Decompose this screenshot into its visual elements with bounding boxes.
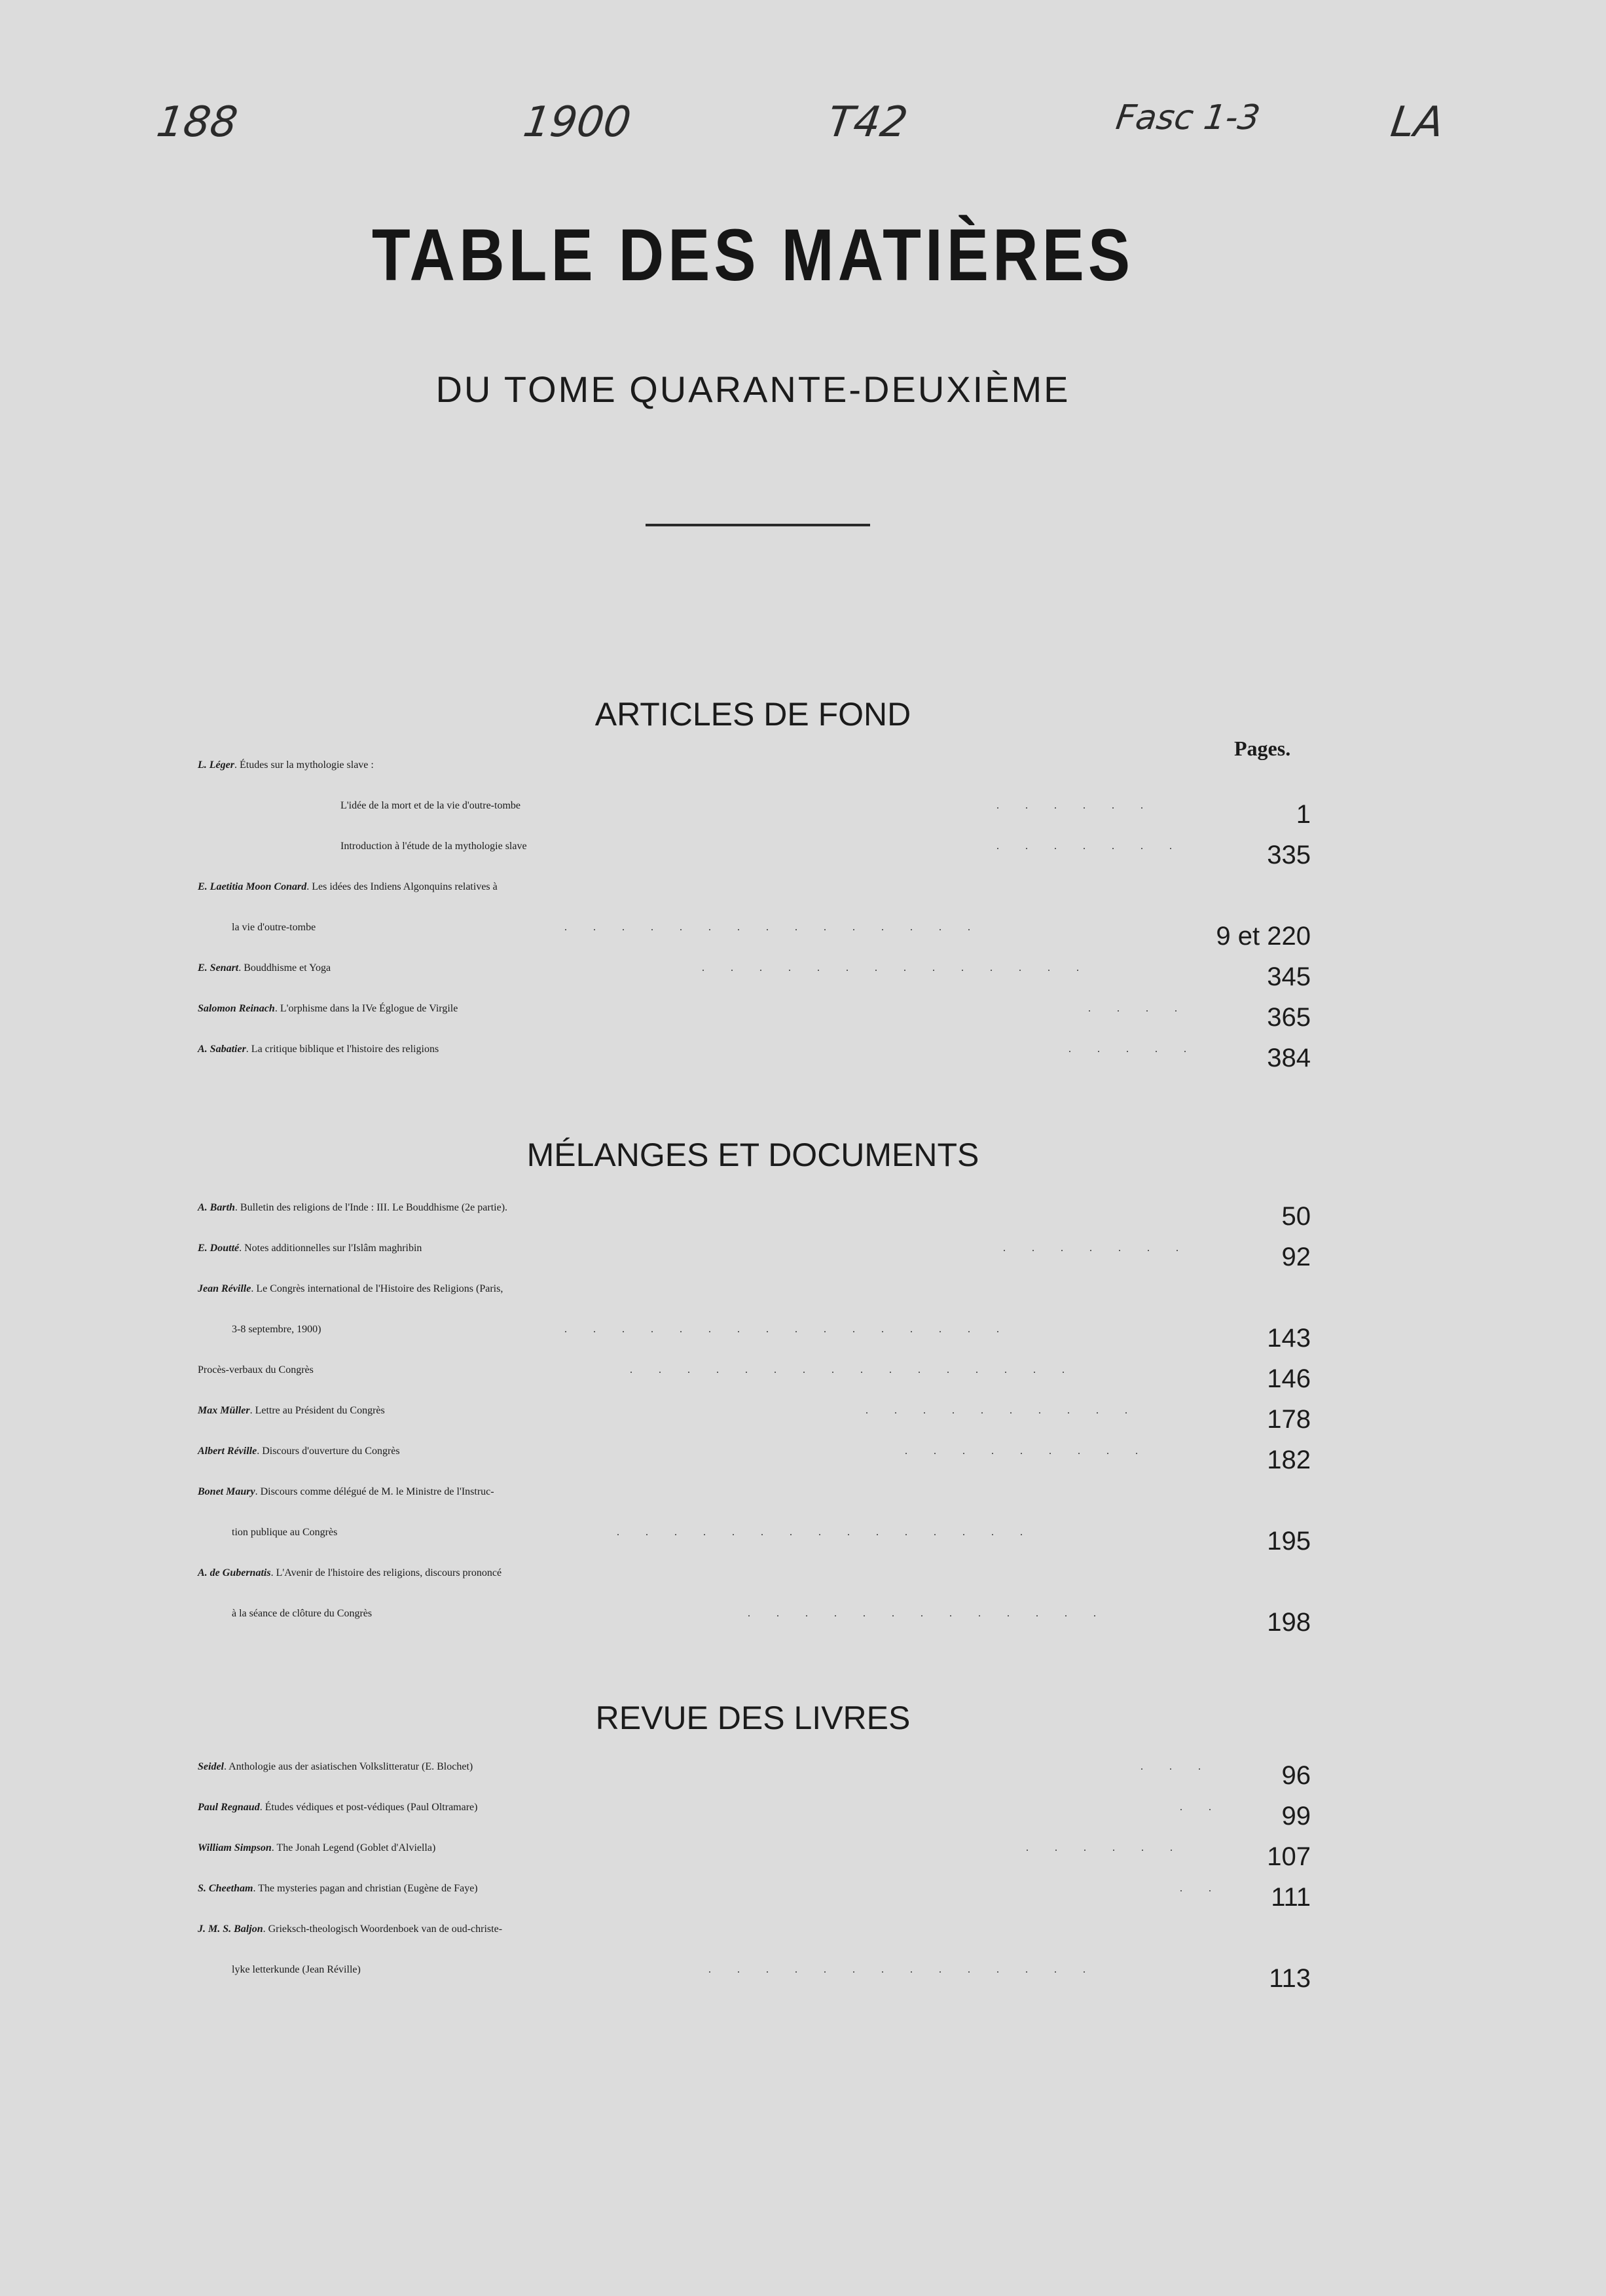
handwritten-annotation: 188 [153,98,241,147]
leader-dots: . . . . . . . [996,841,1184,852]
entry-title: Lettre au Président du Congrès [255,1405,385,1416]
entry-title: 3-8 septembre, 1900) [232,1324,321,1335]
toc-entry: E. Senart. Bouddhisme et Yoga . . . . . . . . . . . . . . 345 [198,962,1311,991]
leader-dots: . . . . . . . . . [905,1446,1150,1457]
toc-entry: Bonet Maury. Discours comme délégué de M. le Ministre de l'Instruc- [198,1486,494,1497]
toc-entry: S. Cheetham. The mysteries pagan and christian (Eugène de Faye) . . 111 [198,1883,1311,1912]
toc-entry: Albert Réville. Discours d'ouverture du Congrès . . . . . . . . . 182 [198,1446,1311,1474]
entry-title: Grieksch-theologisch Woordenboek van de oud-christe- [268,1923,503,1935]
leader-dots: . . . . . . . . . . . . . . . [617,1527,1034,1538]
entry-page: 182 [1267,1446,1311,1474]
entry-title: The Jonah Legend (Goblet d'Alviella) [276,1842,436,1853]
entry-author: J. M. S. Baljon [198,1923,263,1935]
entry-page: 99 [1281,1802,1311,1831]
entry-title: Le Congrès international de l'Histoire des Religions (Paris, [256,1283,503,1294]
page-subtitle: DU TOME QUARANTE-DEUXIÈME [435,369,1070,410]
leader-dots: . . . . . [1068,1044,1198,1055]
toc-entry: Paul Regnaud. Études védiques et post-védiques (Paul Oltramare) . . 99 [198,1802,1311,1831]
entry-author: A. Sabatier [198,1044,246,1055]
page-title: TABLE DES MATIÈRES [371,214,1135,296]
entry-page: 111 [1271,1883,1311,1912]
leader-dots: . . . . . . . [1003,1243,1190,1254]
entry-page: 1 [1296,800,1311,829]
handwritten-annotation: T42 [824,98,911,147]
entry-title: Procès-verbaux du Congrès [198,1364,314,1376]
entry-page: 9 et 220 [1216,922,1311,951]
section-heading: REVUE DES LIVRES [595,1700,911,1736]
entry-page: 92 [1281,1243,1311,1271]
leader-dots: . . . [1141,1761,1213,1772]
entry-page: 198 [1267,1608,1311,1637]
leader-dots: . . [1180,1802,1223,1813]
leader-dots: . . . . . . . . . . . . . . [708,1964,1097,1975]
toc-entry [198,1527,1311,1567]
leader-dots: . . [1180,1883,1223,1894]
toc-entry [198,1608,1311,1649]
toc-entry [198,1364,1311,1405]
entry-author: E. Doutté [198,1243,240,1254]
entry-author: Albert Réville [198,1446,257,1457]
entry-page: 107 [1267,1842,1311,1871]
section-heading: ARTICLES DE FOND [594,696,911,733]
entry-author: William Simpson [198,1842,272,1853]
entry-title: lyke letterkunde (Jean Réville) [232,1964,361,1975]
entry-author: A. de Gubernatis [198,1567,271,1578]
entry-page: 50 [1281,1202,1311,1231]
entry-title: L'Avenir de l'histoire des religions, discours prononcé [276,1567,502,1578]
toc-entry [198,1964,1311,2005]
toc-entry [198,922,1311,962]
leader-dots: . . . . . . . . . . . . . . . . [564,1324,1011,1335]
toc-entry: Salomon Reinach. L'orphisme dans la IVe Églogue de Virgile . . . . 365 [198,1003,1311,1032]
toc-section-revue [198,1761,1311,2005]
entry-author: Bonet Maury [198,1486,255,1497]
toc-entry [198,1324,1311,1364]
toc-entry: A. Sabatier. La critique biblique et l'histoire des religions . . . . . 384 [198,1044,1311,1072]
entry-page: 96 [1281,1761,1311,1790]
divider [646,524,870,526]
entry-title: tion publique au Congrès [232,1527,338,1538]
leader-dots: . . . . . . . . . . [866,1405,1139,1416]
entry-author: Seidel [198,1761,224,1772]
entry-title: L'idée de la mort et de la vie d'outre-tombe [340,800,520,811]
toc-entry: A. Barth. Bulletin des religions de l'Inde : III. Le Bouddhisme (2e partie). 50 [198,1202,1311,1231]
leader-dots: . . . . . . [1026,1842,1184,1853]
entry-title: The mysteries pagan and christian (Eugène de Faye) [258,1883,478,1894]
toc-entry: Seidel. Anthologie aus der asiatischen Volkslitteratur (E. Blochet) . . . 96 [198,1761,1311,1790]
leader-dots: . . . . . . . . . . . . . . . . [630,1364,1076,1376]
handwritten-annotation: 1900 [520,98,634,147]
toc-entry: E. Laetitia Moon Conard. Les idées des Indiens Algonquins relatives à [198,881,498,892]
entry-title: Études sur la mythologie slave : [239,759,374,771]
leader-dots: . . . . . . . . . . . . . . [702,962,1091,974]
entry-author: A. Barth [198,1202,235,1213]
toc-section-articles [198,759,1311,1084]
toc-entry [198,841,1311,881]
entry-author: S. Cheetham [198,1883,253,1894]
handwritten-annotation: Fasc 1-3 [1113,98,1263,137]
toc-entry: L. Léger. Études sur la mythologie slave : [198,759,374,771]
entry-title: La critique biblique et l'histoire des religions [251,1044,439,1055]
entry-author: E. Laetitia Moon Conard [198,881,307,892]
leader-dots: . . . . [1088,1003,1189,1014]
entry-title: à la séance de clôture du Congrès [232,1608,373,1619]
entry-title: Les idées des Indiens Algonquins relatives à [312,881,498,892]
entry-author: E. Senart [198,962,239,974]
toc-entry: Jean Réville. Le Congrès international de l'Histoire des Religions (Paris, [198,1283,503,1294]
entry-page: 113 [1269,1964,1311,1993]
entry-page: 146 [1267,1364,1311,1393]
entry-title: L'orphisme dans la IVe Églogue de Virgile [280,1003,458,1014]
pages-column-label: Pages. [1234,737,1291,760]
entry-page: 384 [1267,1044,1311,1072]
leader-dots: . . . . . . . . . . . . . . . [564,922,982,933]
entry-title: Discours d'ouverture du Congrès [262,1446,400,1457]
toc-section-melanges [198,1202,1311,1649]
toc-entry [198,800,1311,841]
entry-title: Introduction à l'étude de la mythologie slave [340,841,527,852]
entry-page: 143 [1267,1324,1311,1353]
toc-entry: Max Müller. Lettre au Président du Congrès . . . . . . . . . . 178 [198,1405,1311,1434]
entry-title: Études védiques et post-védiques (Paul Oltramare) [265,1802,478,1813]
entry-page: 178 [1267,1405,1311,1434]
entry-title: Discours comme délégué de M. le Ministre de l'Instruc- [260,1486,494,1497]
entry-title: Bulletin des religions de l'Inde : III. Le Bouddhisme (2e partie). [240,1202,508,1213]
toc-entry: E. Doutté. Notes additionnelles sur l'Islâm maghribin . . . . . . . 92 [198,1243,1311,1271]
entry-title: Notes additionnelles sur l'Islâm maghribin [244,1243,422,1254]
section-heading: MÉLANGES ET DOCUMENTS [526,1137,979,1173]
toc-entry: J. M. S. Baljon. Grieksch-theologisch Woordenboek van de oud-christe- [198,1923,503,1935]
entry-author: Salomon Reinach [198,1003,275,1014]
handwritten-annotation: LA [1387,98,1447,147]
entry-page: 365 [1267,1003,1311,1032]
entry-page: 195 [1267,1527,1311,1556]
entry-author: L. Léger [198,759,234,771]
leader-dots: . . . . . . . . . . . . . [748,1608,1108,1619]
entry-author: Jean Réville [198,1283,251,1294]
toc-entry: A. de Gubernatis. L'Avenir de l'histoire des religions, discours prononcé [198,1567,502,1578]
entry-title: la vie d'outre-tombe [232,922,316,933]
entry-title: Bouddhisme et Yoga [244,962,331,974]
toc-entry: William Simpson. The Jonah Legend (Goblet d'Alviella) . . . . . . 107 [198,1842,1311,1871]
entry-title: Anthologie aus der asiatischen Volkslitteratur (E. Blochet) [228,1761,473,1772]
entry-author: Paul Regnaud [198,1802,260,1813]
leader-dots: . . . . . . [996,800,1155,811]
entry-page: 335 [1267,841,1311,869]
entry-author: Max Müller [198,1405,250,1416]
entry-page: 345 [1267,962,1311,991]
